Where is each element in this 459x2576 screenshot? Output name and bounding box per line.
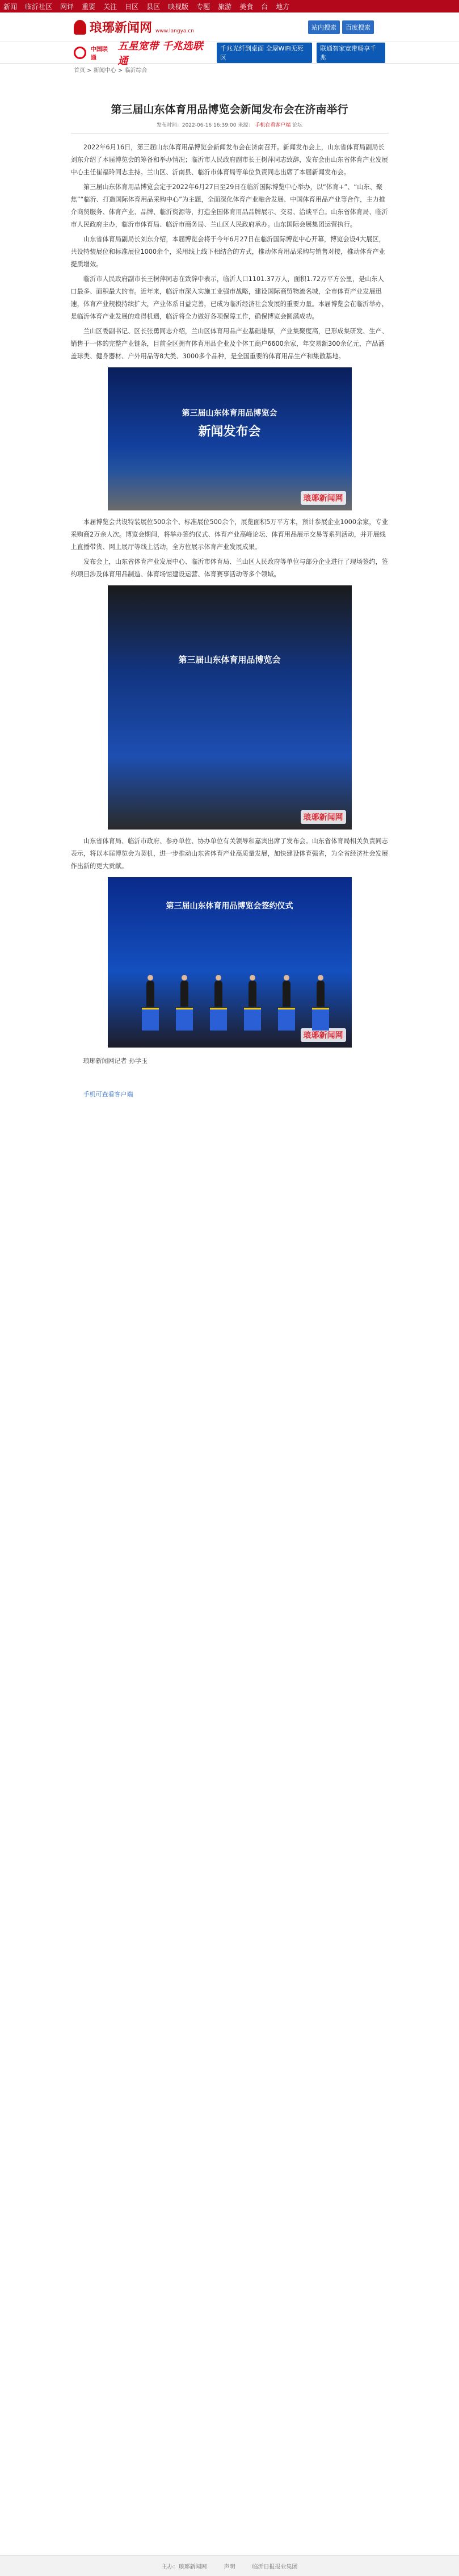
breadcrumb[interactable]: 首页 > 新闻中心 > 临沂综合	[74, 67, 148, 74]
source-label: 来源：	[238, 123, 254, 128]
person-shape	[180, 981, 188, 1007]
nav-item[interactable]: 地方	[276, 2, 290, 11]
person-shape	[249, 981, 256, 1007]
article-photo-3	[108, 877, 352, 1048]
person-shape	[317, 981, 325, 1007]
nav-item[interactable]: 日区	[125, 2, 139, 11]
photo-1-watermark: 琅琊新闻网	[301, 491, 346, 505]
top-nav	[0, 0, 459, 12]
article-title: 第三届山东体育用品博览会新闻发布会在济南举行	[111, 103, 348, 116]
paragraphs-c	[71, 835, 389, 873]
baidu-search-button[interactable]: 百度搜索	[342, 20, 374, 34]
paragraphs-b	[71, 516, 389, 581]
photo-3-caption: 第三届山东体育用品博览会签约仪式	[166, 902, 293, 911]
article-paragraph: 临沂市人民政府副市长王树萍同志在致辞中表示，临沂人口1101.37万人，面积1.72万平方公里，是山东人口最多、面积最大的市。近年来，临沂市深入实施工业强市战略，建设国际商贸物流名城，全市体育产业发展迅速，体育产业规模持续扩大，产业体系日益完善，已成为临沂经济社会发展的重要力量。本届博览会在临沂举办，是临沂体育产业发展的难得机遇，临沂将全力做好各项保障工作，确保博览会圆满成功。	[70, 275, 388, 320]
footer-item[interactable]: 主办：琅琊新闻网	[161, 2564, 207, 2570]
photo-1-caption: 第三届山东体育用品博览会	[182, 409, 277, 418]
article-paragraph: 山东省体育局副局长刘东介绍，本届博览会将于今年6月27日在临沂国际博览中心开幕，博览会设4大展区，共设特装展位和标准展位1000余个，采用线上线下相结合的方式，推动体育用品采购与销售对接，推动体育产业提质增效。	[70, 236, 385, 268]
source-link[interactable]: 手机在看客户端	[255, 123, 291, 128]
article-editor: 琅琊新闻网记者 孙学玉	[83, 1057, 148, 1065]
photo-2-caption: 第三届山东体育用品博览会	[178, 655, 281, 665]
person-shape	[283, 981, 290, 1007]
photo-2-watermark: 琅琊新闻网	[301, 810, 346, 824]
nav-item[interactable]: 关注	[103, 2, 117, 11]
ad-slogan: 五星宽带 千兆选联通	[117, 40, 203, 67]
article-paragraph: 发布会上，山东省体育产业发展中心、临沂市体育局、兰山区人民政府等单位与部分企业进行了现场签约，签约项目涉及体育用品制造、体育场馆建设运营、体育赛事活动等多个领域。	[70, 558, 388, 578]
site-footer	[0, 2555, 459, 2576]
ad-slogan-2: 千兆光纤到桌面 全屋WiFi无死区	[217, 43, 312, 63]
site-name: 琅琊新闻网	[90, 20, 153, 35]
article-paragraph: 兰山区委副书记、区长张勇同志介绍，兰山区体育用品产业基础雄厚，产业集聚度高，已形成集研发、生产、销售于一体的完整产业链条，目前全区拥有体育用品企业及个体工商户6600余家，年交易额300余亿元，产品涵盖球类、健身器材、户外用品等8大类、3000多个品种，是全国重要的体育用品生产和集散基地。	[70, 328, 388, 360]
article-paragraph: 2022年6月16日，第三届山东体育用品博览会新闻发布会在济南召开。新闻发布会上，山东省体育局副局长刘东介绍了本届博览会的筹备和举办情况；临沂市人民政府副市长王树萍同志致辞，发布会由山东省体育产业发展中心主任崔福玲同志主持。兰山区、沂南县、临沂市体育局等单位负责同志出席了本届新闻发布会。	[70, 144, 388, 176]
article-paragraph: 第三届山东体育用品博览会定于2022年6月27日至29日在临沂国际博览中心举办，以“体育+”、“山东、聚焦”“临沂、打造国际体育用品采购中心”为主题，全面深化体育产业融合发展、中国体育用品产业等合作，主力推介商贸服务、体育产业、品牌、临沂资源等，打造全国体育用品品牌展示、交易、洽谈平台。山东省体育局、临沂市人民政府主办，临沂市体育局、临沂市商务局、兰山区人民政府承办。山东国际会展集团运营执行。	[70, 183, 388, 228]
unicom-logo-icon	[74, 47, 86, 59]
site-url: www.langya.cn	[155, 28, 194, 34]
ad-brand: 中国联通	[90, 46, 108, 61]
article-photo-1	[108, 367, 352, 510]
podium-shape	[244, 1008, 261, 1031]
nav-item[interactable]: 台	[261, 2, 268, 11]
article	[71, 101, 389, 1099]
ad-banner[interactable]	[0, 40, 459, 67]
podium-shape	[278, 1008, 295, 1031]
photo-3-watermark: 琅琊新闻网	[301, 1028, 346, 1042]
nav-item[interactable]: 美食	[239, 2, 254, 11]
article-meta	[71, 121, 389, 133]
logo-icon	[74, 20, 86, 35]
podium-shape	[312, 1008, 329, 1031]
publish-date: 发布时间：2022-06-16 16:39:00	[156, 123, 237, 128]
nav-item[interactable]: 新闻	[3, 2, 18, 11]
nav-item[interactable]: 重要	[82, 2, 96, 11]
person-shape	[214, 981, 222, 1007]
nav-item[interactable]: 专题	[196, 2, 210, 11]
ad-slogan-3: 联通智家宽带畅享千兆	[317, 43, 385, 63]
article-paragraph: 山东省体育局、临沂市政府、参办单位、协办单位有关领导和嘉宾出席了发布会。山东省体育局相关负责同志表示，将以本届博览会为契机，进一步推动山东省体育产业高质量发展，加快建设体育强省，为全省经济社会发展作出新的更大贡献。	[70, 837, 388, 870]
nav-item[interactable]: 网评	[60, 2, 74, 11]
footer-item[interactable]: 声明	[224, 2564, 235, 2570]
search-area	[308, 20, 374, 34]
site-logo[interactable]	[74, 18, 194, 36]
nav-item[interactable]: 临沂社区	[25, 2, 53, 11]
article-paragraph: 本届博览会共设特装展位500余个、标准展位500余个，展览面积5万平方米，预计参展企业1000余家，专业采购商2万余人次。博览会期间，将举办签约仪式、体育产业高峰论坛、体育用品展示交易等系列活动，并开展线上直播带货、网上展厅等线上活动，全方位展示体育产业发展成果。	[70, 518, 388, 551]
mobile-client-link[interactable]: 手机可查看客户端	[83, 1091, 133, 1098]
person-shape	[146, 981, 154, 1007]
footer-item[interactable]: 临沂日报报业集团	[252, 2564, 298, 2570]
paragraphs-a	[71, 141, 389, 363]
nav-item[interactable]: 映视版	[168, 2, 189, 11]
article-photo-2	[108, 585, 352, 830]
podium-shape	[142, 1008, 159, 1031]
photo-1-subcaption: 新闻发布会	[198, 425, 261, 439]
editor-label: 论坛	[292, 123, 303, 128]
nav-item[interactable]: 县区	[146, 2, 161, 11]
site-header	[0, 12, 459, 42]
nav-item[interactable]: 旅游	[218, 2, 232, 11]
podium-shape	[176, 1008, 193, 1031]
site-search-button[interactable]: 站内搜索	[308, 20, 340, 34]
podium-shape	[210, 1008, 227, 1031]
